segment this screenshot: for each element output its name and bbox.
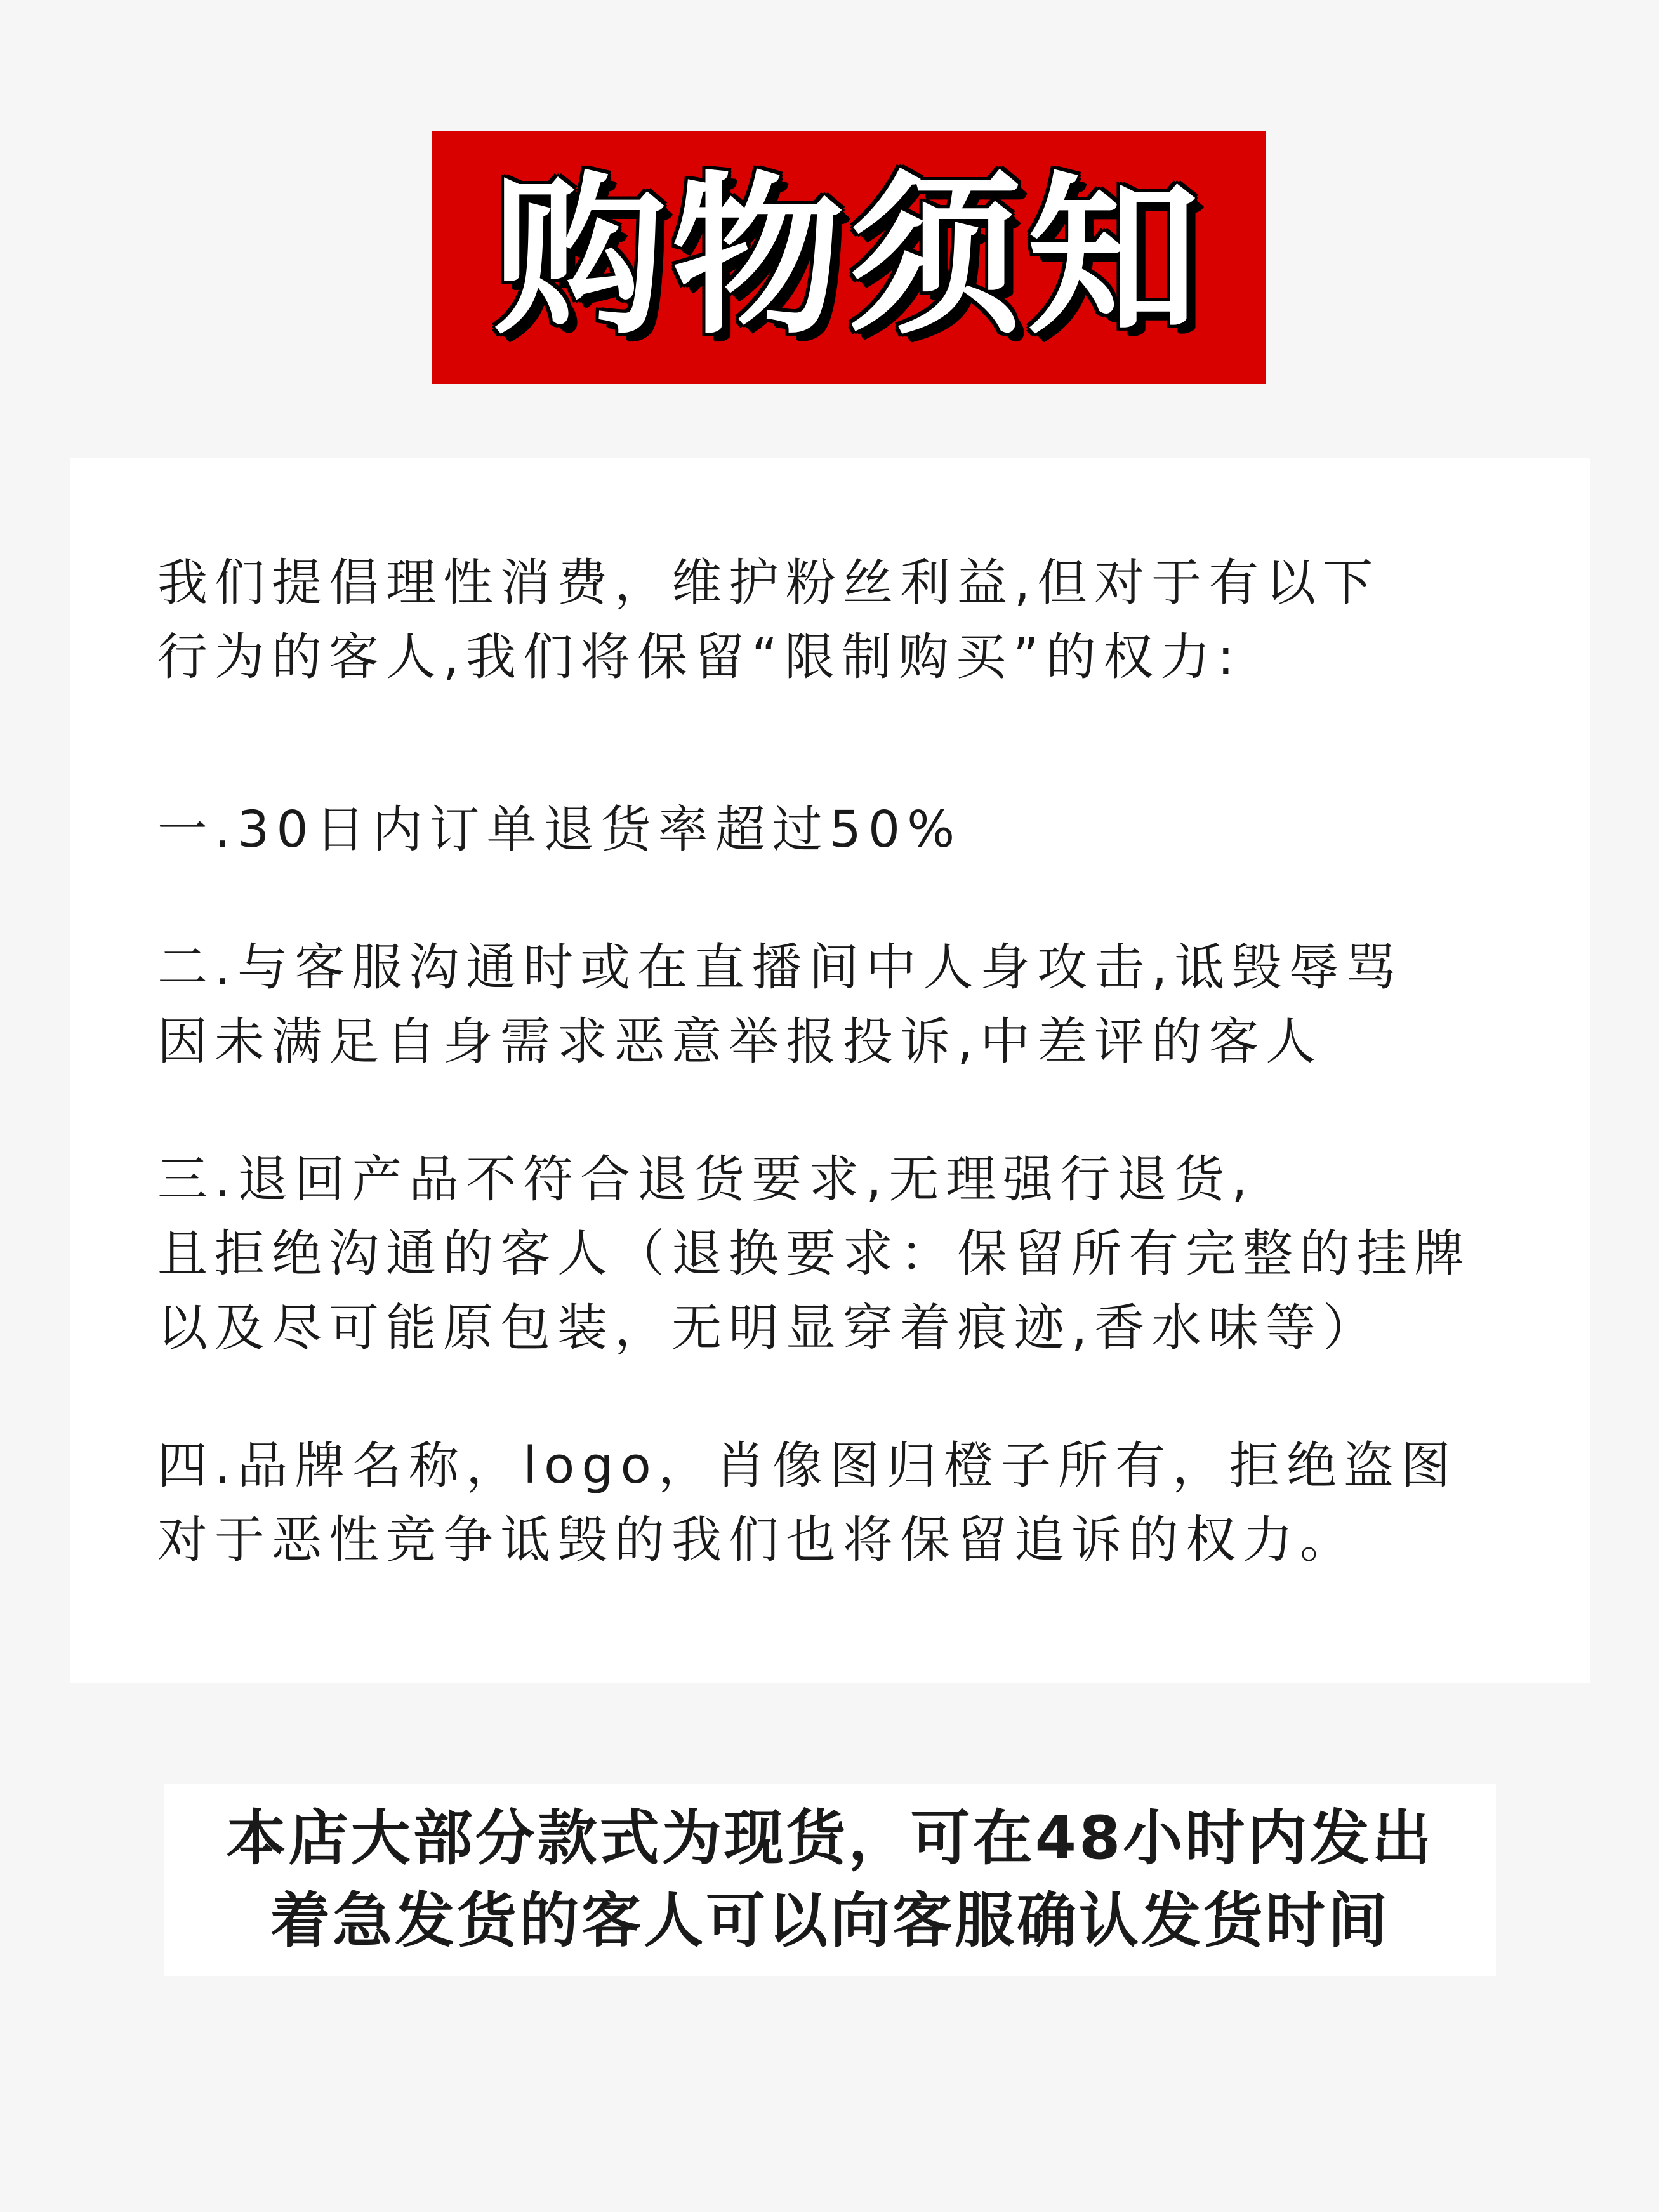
rule-line: 二.与客服沟通时或在直播间中人身攻击,诋毁辱骂	[157, 938, 1403, 997]
rule-item-4	[157, 1429, 1526, 1577]
rule-line: 以及尽可能原包装，无明显穿着痕迹,香水味等）	[157, 1299, 1380, 1357]
title-banner	[432, 131, 1266, 384]
shipping-notice	[164, 1784, 1496, 1976]
rule-item-1	[157, 793, 1526, 867]
notice-line: 本店大部分款式为现货，可在48小时内发出	[226, 1803, 1434, 1873]
intro-line: 我们提倡理性消费，维护粉丝利益,但对于有以下	[157, 553, 1380, 612]
intro-paragraph	[157, 546, 1526, 694]
rule-line: 对于恶性竞争诋毁的我们也将保留追诉的权力。	[157, 1511, 1357, 1569]
rule-line: 四.品牌名称，logo，肖像图归橙子所有，拒绝盗图	[157, 1436, 1458, 1495]
notice-line: 着急发货的客人可以向客服确认发货时间	[270, 1886, 1390, 1956]
rule-line: 且拒绝沟通的客人（退换要求：保留所有完整的挂牌	[157, 1224, 1471, 1283]
page-title: 购物须知	[493, 157, 1205, 358]
rule-line: 因未满足自身需求恶意举报投诉,中差评的客人	[157, 1012, 1323, 1071]
rule-item-2	[157, 930, 1526, 1079]
rule-item-3	[157, 1142, 1526, 1365]
intro-line: 行为的客人,我们将保留“限制购买”的权力:	[157, 628, 1241, 686]
rule-line: 一.30日内订单退货率超过50%	[157, 800, 962, 859]
rules-card	[70, 458, 1590, 1683]
rule-line: 三.退回产品不符合退货要求,无理强行退货,	[157, 1150, 1255, 1209]
